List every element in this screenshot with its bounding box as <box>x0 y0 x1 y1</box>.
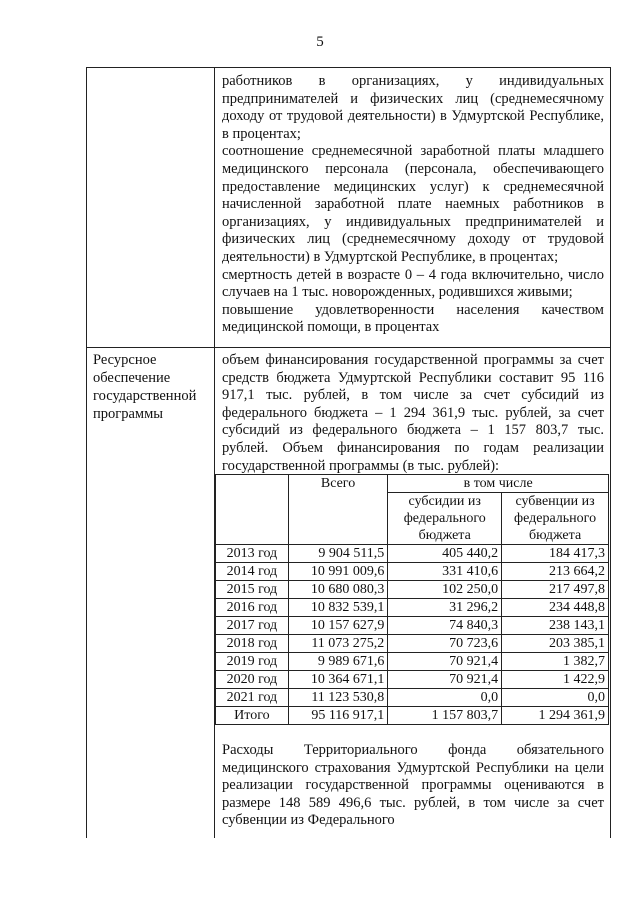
row-subventions: 1 294 361,9 <box>502 707 609 725</box>
row-year: Итого <box>216 707 289 725</box>
indicator-paragraph: смертность детей в возрасте 0 – 4 года включительно, число случаев на 1 тыс. новорожденных, родившихся живыми; <box>222 266 604 301</box>
row-total: 9 989 671,6 <box>288 653 388 671</box>
table-row <box>216 563 609 581</box>
row-year: 2017 год <box>216 617 289 635</box>
table-row <box>216 617 609 635</box>
row-subventions: 238 143,1 <box>502 617 609 635</box>
row-total: 9 904 511,5 <box>288 545 388 563</box>
indicators-text <box>222 73 604 337</box>
row-year: 2018 год <box>216 635 289 653</box>
table-row <box>216 671 609 689</box>
row-subsidies: 70 921,4 <box>388 653 502 671</box>
indicator-paragraph: работников в организациях, у индивидуальных предпринимателей и физических лиц (среднемесячному доходу от трудовой деятельности) в Удмуртской Республике, в процентах; <box>222 73 604 142</box>
row-subventions: 217 497,8 <box>502 581 609 599</box>
row-subsidies: 405 440,2 <box>388 545 502 563</box>
row-total: 10 991 009,6 <box>288 563 388 581</box>
page-number: 5 <box>316 34 324 50</box>
header-subventions: субвенции из федерального бюджета <box>502 493 609 545</box>
row-year: 2020 год <box>216 671 289 689</box>
row-subsidies: 31 296,2 <box>388 599 502 617</box>
row-total: 11 073 275,2 <box>288 635 388 653</box>
row-subsidies: 102 250,0 <box>388 581 502 599</box>
table-row <box>216 599 609 617</box>
row-subventions: 1 382,7 <box>502 653 609 671</box>
row-subsidies: 331 410,6 <box>388 563 502 581</box>
table-row <box>216 653 609 671</box>
row-total: 95 116 917,1 <box>288 707 388 725</box>
financing-table <box>215 474 609 725</box>
row-year: 2019 год <box>216 653 289 671</box>
row-subsidies: 70 921,4 <box>388 671 502 689</box>
indicator-paragraph: соотношение среднемесячной заработной платы младшего медицинского персонала (персонала, обеспечивающего предоставление медицинских услуг) к среднемесячной начисленной заработной плате наемных работников в организациях, у индивидуальных предпринимателей и физических лиц (среднемесячному доходу от трудовой деятельности) в Удмуртской Республике, в процентах; <box>222 143 604 265</box>
header-total: Всего <box>288 475 388 545</box>
row-year: 2021 год <box>216 689 289 707</box>
row-year: 2016 год <box>216 599 289 617</box>
row-subsidies: 1 157 803,7 <box>388 707 502 725</box>
row-total: 10 364 671,1 <box>288 671 388 689</box>
row-subventions: 0,0 <box>502 689 609 707</box>
row-total: 10 832 539,1 <box>288 599 388 617</box>
row-total: 10 157 627,9 <box>288 617 388 635</box>
row-subsidies: 74 840,3 <box>388 617 502 635</box>
row-subventions: 1 422,9 <box>502 671 609 689</box>
header-including: в том числе <box>388 475 609 493</box>
table-total-row <box>216 707 609 725</box>
row-subsidies: 0,0 <box>388 689 502 707</box>
row-subventions: 184 417,3 <box>502 545 609 563</box>
header-subsidies: субсидии из федерального бюджета <box>388 493 502 545</box>
indicator-paragraph: повышение удовлетворенности населения качеством медицинской помощи, в процентах <box>222 301 604 336</box>
financing-intro-text: объем финансирования государственной программы за счет средств бюджета Удмуртской Республики составит 95 116 917,1 тыс. рублей, в том числе за счет субсидий из федерального бюджета – 1 294 361,9 тыс. рублей, за счет субсидий из федерального бюджета – 1 157 803,7 тыс. рублей. Объем финансирования по годам реализации государственной программы (в тыс. рублей): <box>222 352 604 474</box>
row-year: 2015 год <box>216 581 289 599</box>
tfoms-expenses-paragraph: Расходы Территориального фонда обязательного медицинского страхования Удмуртской Республики на цели реализации государственной программы оцениваются в размере 148 589 496,6 тыс. рублей, в том числе за счет субвенции из Федерального <box>222 742 604 829</box>
row-subventions: 213 664,2 <box>502 563 609 581</box>
row-divider <box>87 347 610 348</box>
financing-intro <box>222 352 604 475</box>
table-row <box>216 581 609 599</box>
header-year <box>216 475 289 545</box>
resources-label: Ресурсное обеспечение государственной программы <box>93 352 197 422</box>
row-subventions: 203 385,1 <box>502 635 609 653</box>
tfoms-expenses-text <box>222 742 604 830</box>
row-subventions: 234 448,8 <box>502 599 609 617</box>
table-row <box>216 635 609 653</box>
row-total: 11 123 530,8 <box>288 689 388 707</box>
row-year: 2013 год <box>216 545 289 563</box>
row-total: 10 680 080,3 <box>288 581 388 599</box>
row-subsidies: 70 723,6 <box>388 635 502 653</box>
document-table <box>86 67 611 838</box>
row-year: 2014 год <box>216 563 289 581</box>
table-row <box>216 689 609 707</box>
table-row <box>216 545 609 563</box>
